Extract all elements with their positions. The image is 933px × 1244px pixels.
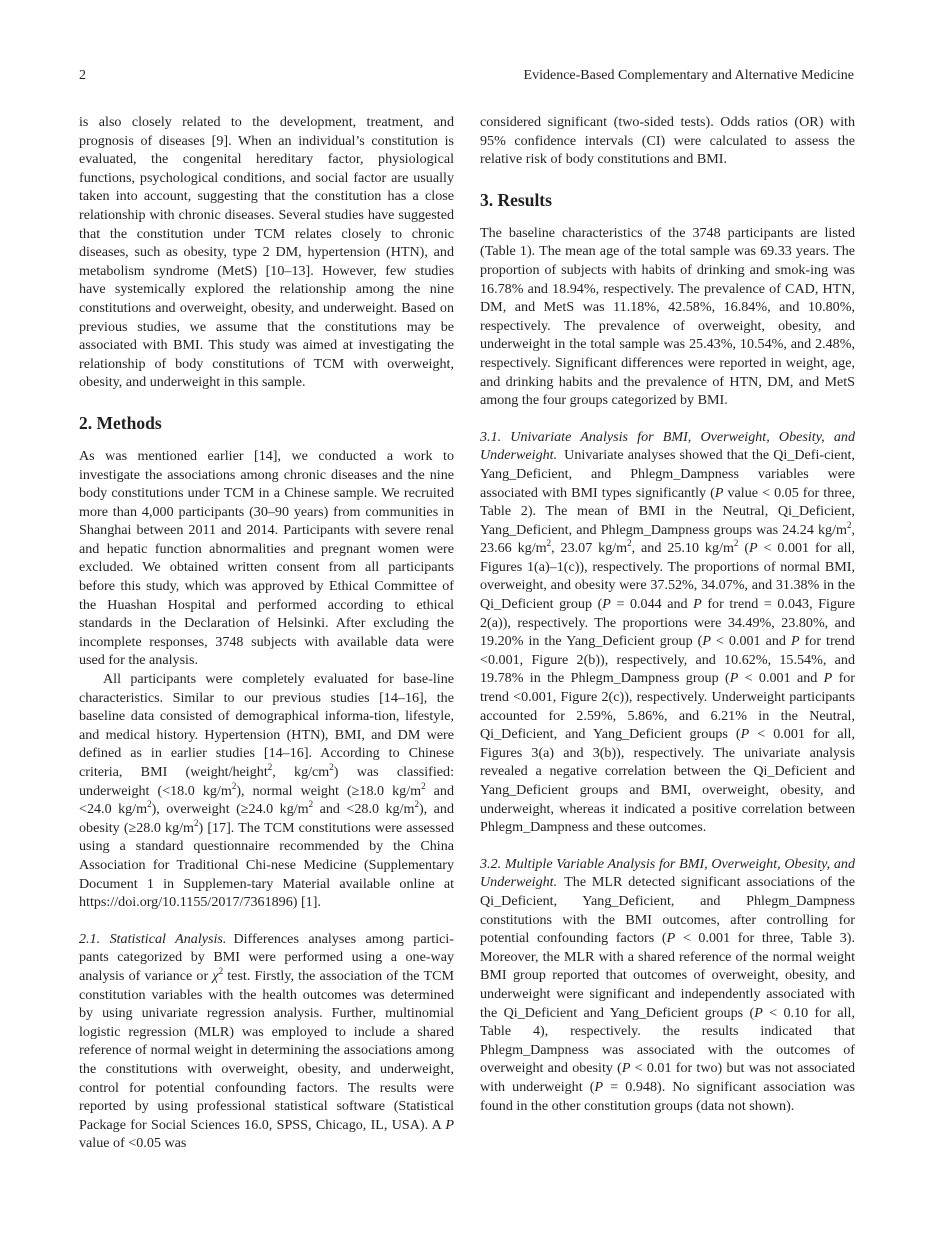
italic-symbol: P (714, 484, 724, 501)
intro-continuation-paragraph: is also closely related to the development, treatment, and prognosis of diseases [9]. When an individual’s constitution is evaluated, the congenital hereditary factor, physiological functions, psychological conditions, and social factor are usually taken into account, suggesting that the constitution has a close relationship with chronic diseases. Several studies have suggested that the constitution under TCM relates closely to chronic diseases, such as obesity, type 2 DM, hypertension (HTN), and metabolism syndrome (MetS) [10–13]. However, few studies have systemically explored the relationship among the nine constitutions and overweight, obesity, and underweight. Based on previous studies, we assume that the constitutions may be associated with BMI. This study was aimed at investigating the relationship of body constitutions of TCM with overweight, obesity, and underweight in this sample. (79, 114, 454, 391)
italic-symbol: P (445, 1116, 454, 1133)
journal-title: Evidence-Based Complementary and Alternative Medicine (523, 68, 854, 83)
statistical-analysis-continuation: considered significant (two-sided tests). Odds ratios (OR) with 95% confidence intervals (CI) were calculated to assess the relative risk of body constitutions and BMI. (480, 114, 855, 168)
italic-symbol: P (749, 540, 758, 557)
univariate-analysis-paragraph (480, 428, 855, 837)
superscript: 2 (414, 799, 419, 810)
spacer (79, 912, 454, 930)
superscript: 2 (421, 780, 426, 791)
italic-symbol: P (729, 670, 739, 687)
superscript: 2 (218, 965, 224, 976)
methods-paragraph-1: As was mentioned earlier [14], we conducted a work to investigate the associations among chronic diseases and the nine body constitutions under TCM in a Chinese sample. We recruited more than 4,000 participants (30–90 years) from communities in Shanghai between 2011 and 2014. Participants with severe renal and hepatic function abnormalities and pregnant women were excluded. We obtained written consent from all participants before this study, which was approved by Ethical Committee of the Huashan Hospital and performed according to ethical standards in the Declaration of Helsinki. After excluding the incomplete responses, 3748 subjects with available data were used for the analysis. (79, 447, 454, 669)
italic-symbol: χ (212, 967, 219, 984)
italic-symbol: P (693, 596, 702, 613)
superscript: 2 (733, 538, 739, 549)
page-number: 2 (79, 68, 86, 83)
italic-symbol: P (594, 1078, 604, 1095)
italic-symbol: P (754, 1004, 763, 1021)
superscript: 2 (846, 519, 852, 530)
spacer (480, 837, 855, 855)
italic-symbol: P (702, 633, 711, 650)
methods-paragraph-2: All participants were completely evaluated for base-line characteristics. Similar to our previous studies [14–16], the baseline data consisted of demographical informa-tion, lifestyle, and medical history. Hypertension (HTN), BMI, and DM were defined as in earlier studies [14–16]. According to Chinese criteria, BMI (weight/height$^2$, $kg/cm^2$) was classified: underweight (<18.0 $kg/m^2$), normal weight (≥18.0 $kg/m^2$ and <24.0 $kg/m^2$), overweight (≥24.0 $kg/m^2$ and <28.0 $kg/m^2$), and obesity (≥28.0 $kg/m^2$) [17]. The TCM constitutions were assessed using a standard questionnaire recommended by the China Association for Traditional Chi-nese Medicine (Supplementary Document 1 in Supplemen-tary Material available online at https://doi.org/10.1155/2017/7361896) [1]. (79, 671, 455, 911)
right-column (480, 113, 855, 1115)
superscript: 2 (627, 538, 632, 549)
italic-symbol: P (740, 726, 750, 743)
results-paragraph-1: The baseline characteristics of the 3748 participants are listed (Table 1). The mean age of the total sample was 69.33 years. The proportion of subjects with habits of drinking and smok-ing was 16.78% and 18.94%, respectively. The prevalence of CAD, HTN, DM, and MetS was 11.18%, 42.58%, 16.84%, and 10.80%, respectively. The prevalence of overweight, obesity, and underweight in the total sample was 25.43%, 10.54%, and 2.48%, respectively. Significant differences were reported in weight, age, and drinking habits and the prevalence of HTN, DM, and MetS among the four groups categorized by BMI. (480, 224, 855, 409)
multiple-variable-analysis-heading: 3.2. Multiple Variable Analysis for BMI, Overweight, Obesity, and Underweight. (480, 855, 855, 891)
superscript: 2 (267, 762, 273, 772)
superscript: 2 (308, 799, 314, 810)
results-heading: 3. Results (480, 189, 552, 210)
multiple-variable-analysis-body: The MLR detected significant associations of the Qi_Deficient, Yang_Deficient, and Phlegm_Dampness constitutions with the BMI outcomes, after controlling for potential confounding factors (P < 0.001 for three, Table 3). Moreover, the MLR with a shared reference of the normal weight BMI group reported that outcomes of overweight, obesity, and underweight were significant and independently associated with the Qi_Deficient and Yang_Deficient groups (P < 0.10 for all, Table 4), respectively. the results indicated that Phlegm_Dampness was associated with the outcomes of overweight and obesity (P < 0.01 for two) but was not associated with underweight (P = 0.948). No significant association was found in the other constitution groups (data not shown). (480, 874, 855, 1114)
superscript: 2 (329, 762, 334, 772)
statistical-analysis-body: Differences analyses among partici-pants categorized by BMI were performed using a one-way analysis of variance or $\chi^2$ test. Firstly, the association of the TCM constitution variables with the health outcomes was determined by using univariate regression analysis. Further, multinomial logistic regression (MLR) was employed to include a shared reference of normal weight in determining the associations among the constitutions with overweight, obesity, and underweight, control for potential confounding factors. The results were reported by using professional statistical software (Statistical Package for Social Sciences 16.0, SPSS, Chicago, IL, USA). A P value of <0.05 was (79, 930, 455, 1152)
superscript: 2 (147, 799, 152, 810)
univariate-analysis-heading: 3.1. Univariate Analysis for BMI, Overweight, Obesity, and Underweight. (480, 428, 855, 464)
spacer (480, 410, 855, 428)
italic-symbol: P (621, 1060, 631, 1077)
multiple-variable-analysis-paragraph (480, 855, 855, 1115)
univariate-analysis-body: Univariate analyses showed that the Qi_Defi-cient, Yang_Deficient, and Phlegm_Dampness variables were associated with BMI types significantly (P value < 0.05 for three, Table 2). The mean of BMI in the Neutral, Qi_Deficient, Yang_Deficient, and Phlegm_Dampness groups was 24.24 $kg/m^2$, 23.66 $kg/m^2$, 23.07 $kg/m^2$, and 25.10 $kg/m^2$ (P < 0.001 for all, Figures 1(a)–1(c)), respectively. The proportions of normal BMI, overweight, and obesity were 37.52%, 34.07%, and 31.38% in the Qi_Deficient group (P = 0.044 and P for trend = 0.043, Figure 2(a)), respectively. The proportions were 34.49%, 23.80%, and 19.20% in the Yang_Deficient group (P < 0.001 and P for trend <0.001, Figure 2(b)), respectively, and 10.62%, 15.54%, and 19.78% in the Phlegm_Dampness group (P < 0.001 and P for trend <0.001, Figure 2(c)), respectively. Underweight participants accounted for 2.59%, 5.86%, and 6.21% in the Neutral, Qi_Deficient, and Yang_Deficient groups (P < 0.001 for all, Figures 3(a) and 3(b)), respectively. The univariate analysis revealed a negative correlation between the Qi_Deficient and Yang_Deficient groups and BMI, overweight, obesity, and underweight, whereas it indicated a positive correlation between Phlegm_Dampness and these outcomes. (480, 447, 855, 836)
superscript: 2 (231, 780, 237, 791)
statistical-analysis-paragraph (79, 930, 454, 1153)
statistical-analysis-heading: 2.1. Statistical Analysis. (79, 930, 227, 947)
superscript: 2 (546, 538, 552, 549)
left-column (79, 113, 454, 1153)
superscript: 2 (194, 817, 199, 828)
italic-symbol: P (790, 633, 800, 650)
methods-heading: 2. Methods (79, 412, 162, 433)
italic-symbol: P (666, 930, 676, 947)
italic-symbol: P (823, 670, 833, 687)
italic-symbol: P (602, 596, 611, 613)
